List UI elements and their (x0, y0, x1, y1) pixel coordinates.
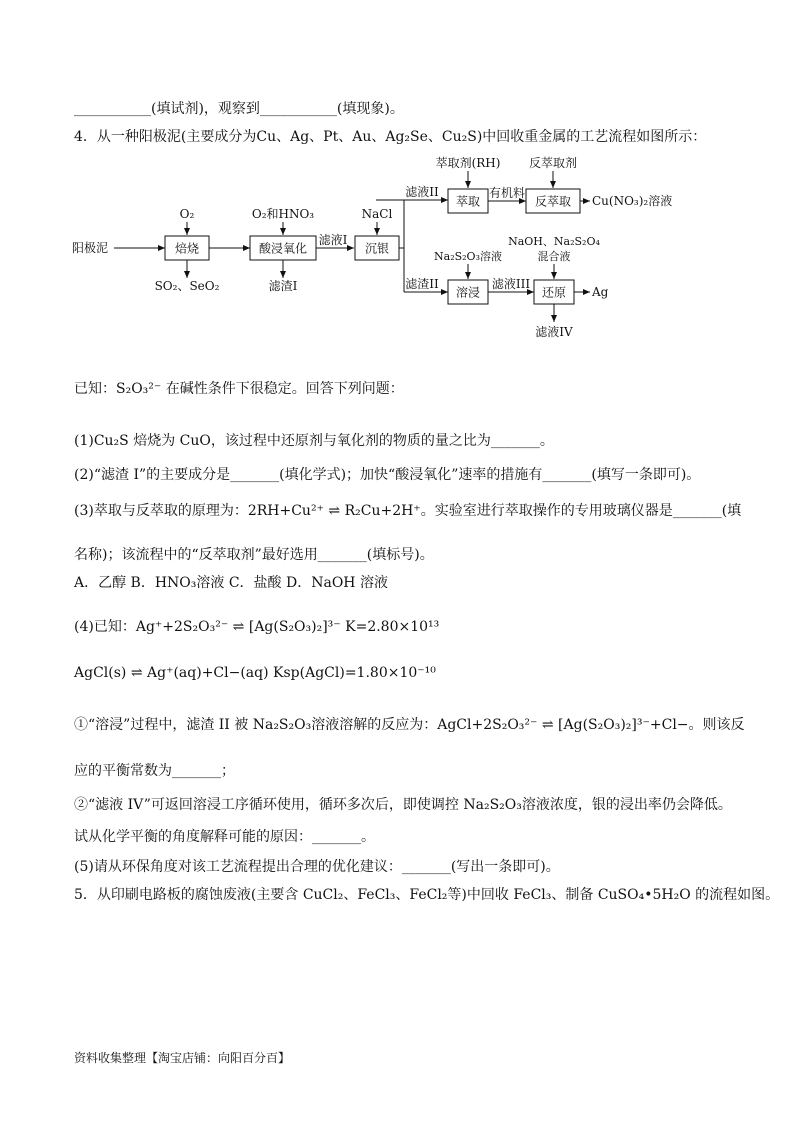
label-residue1: 滤渣I (268, 279, 298, 293)
label-filtrate3: 滤液III (491, 277, 531, 291)
label-o2-hno3: O₂和HNO₃ (251, 207, 315, 221)
question-4-5: (5)请从环保角度对该工艺流程提出合理的优化建议：_______(写出一条即可)。 (74, 859, 560, 875)
label-nacl: NaCl (361, 207, 393, 221)
question-4-4-2: ②“滤液 IV”可返回溶浸工序循环使用，循环多次后，即使调控 Na₂S₂O₃溶液浓度，银的浸出率仍会降低。 (74, 797, 732, 813)
box-acid-label: 酸浸氧化 (258, 241, 308, 256)
question-4-3-options: A．乙醇 B．HNO₃溶液 C．盐酸 D．NaOH 溶液 (74, 575, 388, 591)
label-start: 阳极泥 (71, 241, 109, 255)
box-extract-label: 萃取 (455, 194, 481, 209)
line-blank-fill: ___________(填试剂)，观察到___________(填现象)。 (74, 101, 404, 117)
label-extractant: 萃取剂(RH) (435, 156, 501, 170)
label-mix: 混合液 (537, 250, 571, 263)
label-cu-product: Cu(NO₃)₂溶液 (592, 194, 673, 208)
flowchart-anode-slime (70, 150, 673, 350)
box-leach-label: 溶浸 (455, 285, 481, 300)
question-5-title: 5．从印刷电路板的腐蚀废液(主要含 CuCl₂、FeCl₃、FeCl₂等)中回收 FeCl₃、制备 CuSO₄•5H₂O 的流程如图。 (74, 887, 780, 903)
question-4-4: (4)已知：Ag⁺+2S₂O₃²⁻ ⇌ [Ag(S₂O₃)₂]³⁻ K=2.80×10¹³ (74, 619, 440, 635)
label-ag: Ag (592, 285, 609, 299)
label-na2s2o3: Na₂S₂O₃溶液 (434, 250, 502, 263)
box-precip-label: 沉银 (364, 241, 390, 256)
question-4-4-ksp: AgCl(s) ⇌ Ag⁺(aq)+Cl−(aq) Ksp(AgCl)=1.80×10⁻¹⁰ (74, 665, 436, 681)
question-4-4-1: ①“溶浸”过程中，滤渣 II 被 Na₂S₂O₃溶液溶解的反应为：AgCl+2S₂O₃²⁻ ⇌ [Ag(S₂O₃)₂]³⁻+Cl−。则该反 (74, 717, 745, 733)
box-roast-label: 焙烧 (174, 241, 200, 256)
question-4-4-1-cont: 应的平衡常数为_______； (74, 763, 235, 779)
label-residue2: 滤渣II (405, 277, 439, 291)
label-organic: 有机料 (488, 186, 526, 200)
label-o2: O₂ (179, 207, 195, 221)
label-back-agent: 反萃取剂 (528, 156, 578, 170)
label-filtrate2: 滤液II (405, 185, 439, 199)
box-reduce-label: 还原 (541, 285, 567, 300)
footer-source: 资料收集整理【淘宝店铺：向阳百分百】 (74, 1051, 291, 1065)
question-4-3: (3)萃取与反萃取的原理为：2RH+Cu²⁺ ⇌ R₂Cu+2H⁺。实验室进行萃取操作的专用玻璃仪器是_______(填 (74, 503, 742, 519)
known-condition: 已知：S₂O₃²⁻ 在碱性条件下很稳定。回答下列问题： (74, 381, 404, 397)
question-4-title: 4．从一种阳极泥(主要成分为Cu、Ag、Pt、Au、Ag₂Se、Cu₂S)中回收重金属的工艺流程如图所示： (74, 129, 707, 145)
question-4-2: (2)“滤渣 I”的主要成分是_______(填化学式)；加快“酸浸氧化”速率的措施有_______(填写一条即可)。 (74, 467, 701, 483)
question-4-4-2-cont: 试从化学平衡的角度解释可能的原因：_______。 (74, 829, 375, 845)
question-4-1: (1)Cu₂S 焙烧为 CuO，该过程中还原剂与氧化剂的物质的量之比为_______。 (74, 433, 554, 449)
label-filtrate1: 滤液I (318, 233, 348, 247)
label-filtrate4: 滤液IV (535, 325, 573, 339)
label-naoh-mix: NaOH、Na₂S₂O₄ (508, 235, 600, 248)
label-so2: SO₂、SeO₂ (154, 279, 220, 293)
question-4-3-cont: 名称)；该流程中的“反萃取剂”最好选用_______(填标号)。 (74, 547, 434, 563)
box-back-extract-label: 反萃取 (534, 194, 572, 209)
